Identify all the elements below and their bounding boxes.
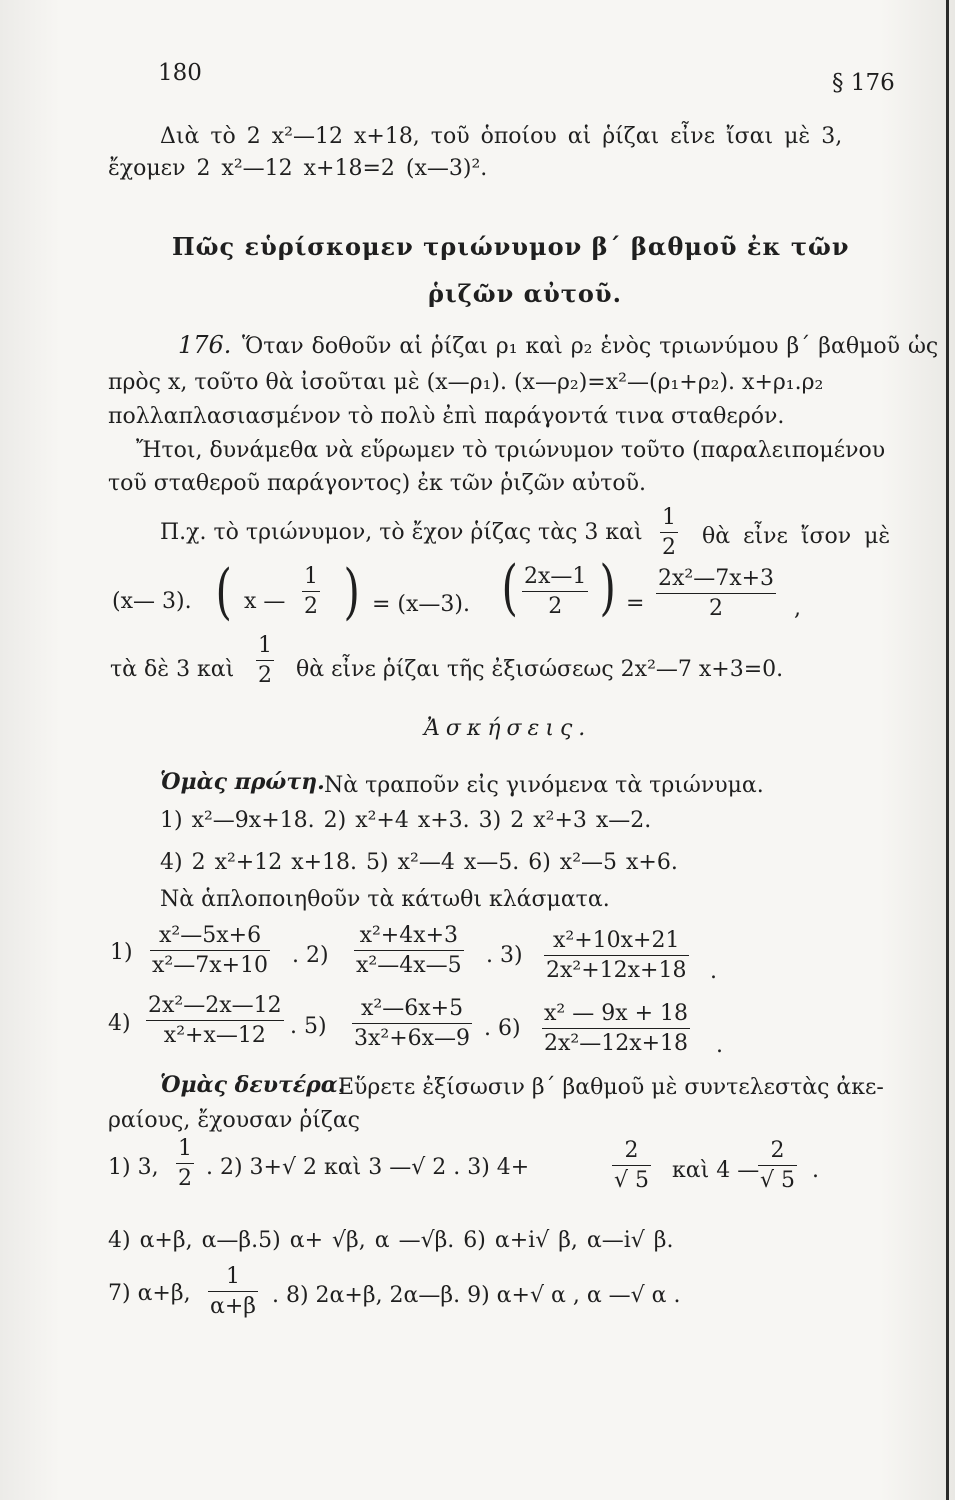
numerator: x²+10x+21 <box>553 928 680 953</box>
fraction-bar <box>150 950 270 951</box>
roots-row-3-start: 7) α+β, <box>108 1281 191 1306</box>
section-heading-line-2: ῥιζῶν αὐτοῦ. <box>428 279 622 308</box>
roots-lead-text: τὰ δὲ 3 καὶ <box>110 657 235 682</box>
group-one-text: Νὰ τραποῦν εἰς γινόμενα τὰ τριώνυμα. <box>324 773 764 798</box>
numerator: x²—5x+6 <box>159 923 262 948</box>
roots-row-1-end: . <box>812 1158 819 1183</box>
fraction-one-half <box>660 507 678 559</box>
fraction-bar <box>146 1020 284 1021</box>
para2-line-1: Ἤτοι, δυνάμεθα νὰ εὕρωμεν τὸ τριώνυμον τοῦτο (παραλειπομένου <box>136 438 886 463</box>
intro-line-1: Διὰ τὸ 2 x²—12 x+18, τοῦ ὁποίου αἱ ῥίζαι εἶνε ἴσαι μὲ 3, <box>160 124 843 149</box>
numerator: 2x—1 <box>524 564 587 589</box>
exercises-title: Ἀσκήσεις. <box>424 716 592 741</box>
para1-line-3: πολλαπλασιασμένον τὸ πολὺ ἐπὶ παράγοντά τινα σταθερόν. <box>108 404 785 429</box>
numerator: 2x²—7x+3 <box>658 566 775 591</box>
fraction-bar <box>354 950 464 951</box>
left-paren-2: ( <box>501 553 518 623</box>
numerator: 1 <box>304 564 318 589</box>
numerator: 2 <box>624 1138 639 1163</box>
denominator: 2 <box>662 535 676 560</box>
numerator: 2 <box>770 1138 785 1163</box>
fraction-one-half-3 <box>256 635 274 687</box>
fraction-bar <box>544 955 689 956</box>
denominator: 2x²—12x+18 <box>544 1031 689 1056</box>
fraction-exercise-5 <box>352 998 472 1050</box>
roots-row-1-start: 1) 3, <box>108 1155 159 1180</box>
fraction-bar <box>256 660 274 661</box>
section-heading-line-1: Πῶς εὑρίσκομεν τριώνυμον β΄ βαθμοῦ ἐκ τῶν <box>172 232 850 261</box>
fraction-label-1: 1) <box>110 940 133 965</box>
roots-row-2: 4) α+β, α—β.5) α+ √β, α —√β. 6) α+i√ β, α—i√ β. <box>108 1228 674 1253</box>
equation-equals: = <box>626 591 645 616</box>
group-two-text: Εὕρετε ἐξίσωσιν β΄ βαθμοῦ μὲ συντελεστὰς ἀκε- <box>338 1075 884 1100</box>
example-tail-text: θὰ εἶνε ἴσον μὲ <box>702 524 891 549</box>
paragraph-number: 176. <box>178 331 232 359</box>
left-paren-1: ( <box>215 557 232 627</box>
denominator: 2 <box>709 596 724 621</box>
simplify-instruction: Νὰ ἁπλοποιηθοῦν τὰ κάτωθι κλάσματα. <box>160 887 610 912</box>
group-one-line-2: 4) 2 x²+12 x+18. 5) x²—4 x—5. 6) x²—5 x+6. <box>160 850 678 875</box>
roots-row-1-kai: καὶ 4 — <box>672 1158 760 1183</box>
fraction-end-dot-2: . <box>716 1033 723 1058</box>
numerator: x²+4x+3 <box>359 923 459 948</box>
denominator: x²+x—12 <box>163 1023 266 1048</box>
equation-comma: , <box>794 596 801 621</box>
fraction-label-3: . 3) <box>486 943 523 968</box>
denominator: 2 <box>178 1166 192 1191</box>
denominator: x²—7x+10 <box>152 953 269 978</box>
roots-row-3-end: . 8) 2α+β, 2α—β. 9) α+√ α , α —√ α . <box>272 1283 681 1308</box>
denominator: √ 5 <box>614 1168 650 1193</box>
right-paren-2: ) <box>599 553 616 623</box>
fraction-bar <box>302 591 320 592</box>
fraction-exercise-1 <box>150 925 270 977</box>
numerator: x²—6x+5 <box>361 996 464 1021</box>
numerator: 1 <box>662 505 676 530</box>
fraction-one-half-4 <box>176 1138 194 1190</box>
fraction-label-2: . 2) <box>292 943 329 968</box>
right-paren-1: ) <box>343 557 360 627</box>
group-one-line-1: 1) x²—9x+18. 2) x²+4 x+3. 3) 2 x²+3 x—2. <box>160 808 652 833</box>
equation-x-minus: x — <box>244 589 286 614</box>
fraction-bar <box>176 1163 194 1164</box>
roots-row-1-middle: . 2) 3+√ 2 καὶ 3 —√ 2 . 3) 4+ <box>206 1155 530 1180</box>
fraction-trinomial-over-2 <box>656 568 776 620</box>
fraction-label-5: . 5) <box>290 1014 327 1039</box>
fraction-bar <box>542 1028 690 1029</box>
fraction-bar <box>656 593 776 594</box>
fraction-exercise-6 <box>542 1003 690 1055</box>
denominator: 2x²+12x+18 <box>546 958 687 983</box>
page-edge-line <box>946 0 949 1500</box>
example-lead-text: Π.χ. τὸ τριώνυμον, τὸ ἔχον ῥίζας τὰς 3 καὶ <box>160 520 643 545</box>
fraction-bar <box>758 1165 797 1166</box>
numerator: 1 <box>178 1136 192 1161</box>
fraction-bar <box>612 1165 651 1166</box>
denominator: x²—4x—5 <box>356 953 462 978</box>
fraction-bar <box>352 1023 472 1024</box>
numerator: 2x²—2x—12 <box>148 993 282 1018</box>
equation-equals-factor: = (x—3). <box>372 592 470 617</box>
fraction-label-4: 4) <box>108 1011 131 1036</box>
denominator: √ 5 <box>760 1168 796 1193</box>
group-two-line-2: ραίους, ἔχουσαν ῥίζας <box>108 1108 361 1133</box>
page-number: 180 <box>158 60 202 86</box>
group-two-label: Ὁμὰς δευτέρα. <box>160 1072 346 1098</box>
fraction-one-half-2 <box>302 566 320 618</box>
numerator: x² — 9x + 18 <box>544 1001 689 1026</box>
para1-line-2: πρὸς x, τοῦτο θὰ ἰσοῦται μὲ (x—ρ₁). (x—ρ₂)=x²—(ρ₁+ρ₂). x+ρ₁.ρ₂ <box>108 370 824 395</box>
fraction-one-over-alpha-plus-beta <box>208 1266 258 1318</box>
numerator: 1 <box>258 633 272 658</box>
numerator: 1 <box>226 1264 240 1289</box>
denominator: 2 <box>548 594 563 619</box>
fraction-bar <box>208 1291 258 1292</box>
fraction-exercise-3 <box>544 930 689 982</box>
fraction-bar <box>660 532 678 533</box>
roots-tail-text: θὰ εἶνε ῥίζαι τῆς ἐξισώσεως 2x²—7 x+3=0. <box>296 657 784 682</box>
para2-line-2: τοῦ σταθεροῦ παράγοντος) ἐκ τῶν ῥιζῶν αὐτοῦ. <box>108 471 647 496</box>
denominator: 3x²+6x—9 <box>354 1026 471 1051</box>
fraction-end-dot-1: . <box>710 959 717 984</box>
fraction-exercise-4 <box>146 995 284 1047</box>
fraction-two-over-root-five-2 <box>758 1140 797 1192</box>
intro-line-2: ἔχομεν 2 x²—12 x+18=2 (x—3)². <box>108 156 488 181</box>
fraction-2x-1-over-2 <box>522 566 588 618</box>
denominator: 2 <box>304 594 318 619</box>
fraction-label-6: . 6) <box>484 1016 521 1041</box>
section-number: § 176 <box>832 70 895 96</box>
fraction-bar <box>522 591 588 592</box>
fraction-exercise-2 <box>354 925 464 977</box>
denominator: 2 <box>258 663 272 688</box>
para1-line-1: Ὅταν δοθοῦν αἱ ῥίζαι ρ₁ καὶ ρ₂ ἑνὸς τριωνύμου β΄ βαθμοῦ ὡς <box>242 334 939 359</box>
denominator: α+β <box>210 1294 257 1319</box>
equation-factor-a: (x— 3). <box>112 589 192 614</box>
group-one-label: Ὁμὰς πρώτη. <box>160 769 325 795</box>
fraction-two-over-root-five <box>612 1140 651 1192</box>
